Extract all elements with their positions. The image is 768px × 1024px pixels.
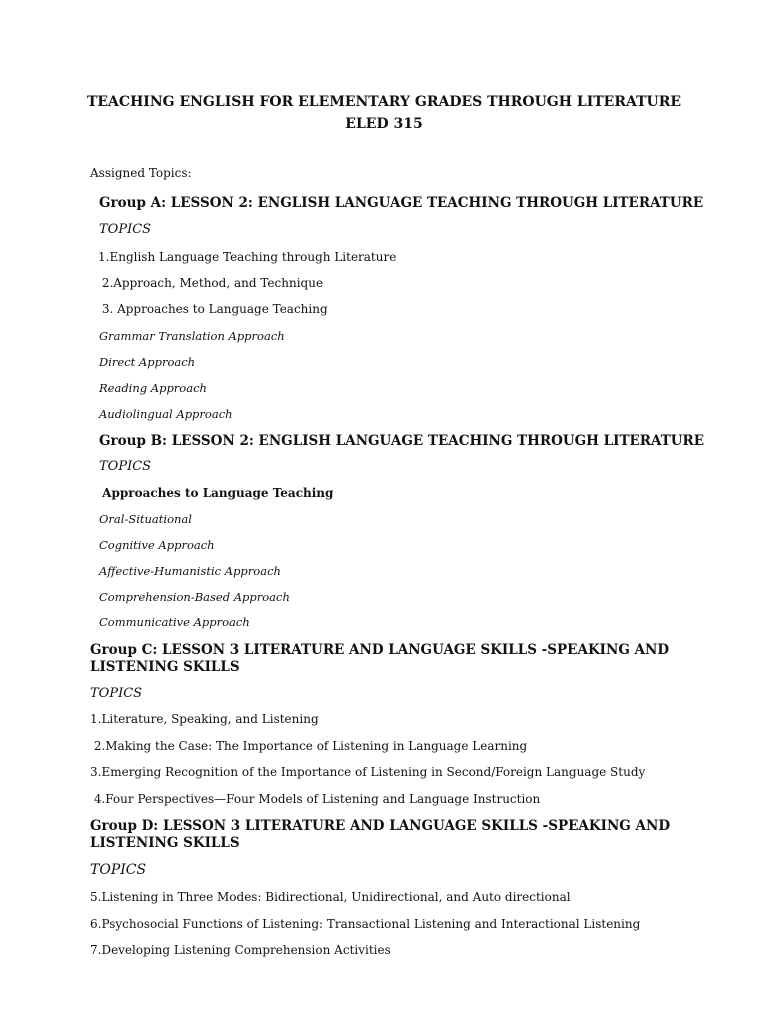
group-d-topic-item: 5.Listening in Three Modes: Bidirectional, Unidirectional, and Auto directional [90,890,571,904]
group-b-topics-label: TOPICS [99,459,152,474]
group-a-approach-item: Direct Approach [99,355,196,369]
group-b-approach-item: Comprehension-Based Approach [99,590,290,604]
group-c-heading: Group C: LESSON 3 LITERATURE AND LANGUAGE SKILLS -SPEAKING AND [90,642,670,658]
group-c-topics-label: TOPICS [90,686,143,701]
group-a-topics-label: TOPICS [99,222,152,237]
group-d-heading: Group D: LESSON 3 LITERATURE AND LANGUAGE SKILLS -SPEAKING AND [90,818,671,834]
group-c-topic-item: 2.Making the Case: The Importance of Listening in Language Learning [90,739,528,753]
group-c-heading-continued: LISTENING SKILLS [90,659,240,675]
group-b-approach-item: Affective-Humanistic Approach [99,564,281,578]
group-d-topic-item: 6.Psychosocial Functions of Listening: Transactional Listening and Interactional Listening [90,917,641,931]
group-d-topics-label: TOPICS [90,862,147,878]
group-b-heading: Group B: LESSON 2: ENGLISH LANGUAGE TEACHING THROUGH LITERATURE [99,433,705,449]
group-a-topic-item: 3. Approaches to Language Teaching [98,302,328,316]
course-code: ELED 315 [345,116,423,132]
group-a-topic-item: 1.English Language Teaching through Literature [98,250,397,264]
assigned-topics-label: Assigned Topics: [90,166,192,180]
group-a-approach-item: Grammar Translation Approach [99,329,285,343]
group-c-topic-item: 4.Four Perspectives—Four Models of Listening and Language Instruction [90,792,541,806]
group-b-approach-item: Cognitive Approach [99,538,215,552]
group-b-approach-item: Oral-Situational [99,512,192,526]
group-a-approach-item: Reading Approach [99,381,207,395]
document-title: TEACHING ENGLISH FOR ELEMENTARY GRADES THROUGH LITERATURE [86,94,682,110]
group-b-subheading: Approaches to Language Teaching [98,486,334,500]
group-a-topic-item: 2.Approach, Method, and Technique [98,276,324,290]
group-c-topic-item: 3.Emerging Recognition of the Importance of Listening in Second/Foreign Language Study [90,765,646,779]
group-d-topic-item: 7.Developing Listening Comprehension Activities [90,943,391,957]
group-a-heading: Group A: LESSON 2: ENGLISH LANGUAGE TEACHING THROUGH LITERATURE [99,195,704,211]
group-c-topic-item: 1.Literature, Speaking, and Listening [90,712,319,726]
group-a-approach-item: Audiolingual Approach [99,407,233,421]
group-b-approach-item: Communicative Approach [99,615,250,629]
group-d-heading-continued: LISTENING SKILLS [90,835,240,851]
